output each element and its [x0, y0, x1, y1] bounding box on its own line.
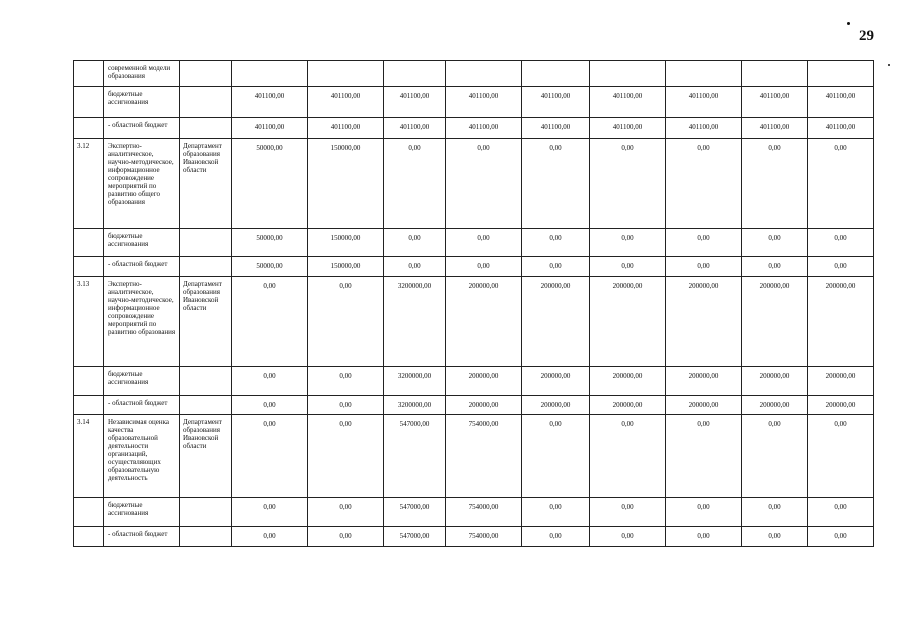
value-cell: 200000,00: [590, 277, 666, 367]
value-cell: 0,00: [308, 396, 384, 415]
value-cell: 0,00: [808, 229, 874, 257]
table-row: [74, 415, 874, 498]
row-executor: Департамент образования Ивановской области: [180, 277, 232, 367]
value-cell: 0,00: [590, 257, 666, 277]
value-cell: 401100,00: [590, 118, 666, 139]
row-name: бюджетные ассигнования: [104, 87, 180, 118]
value-cell: [590, 61, 666, 87]
value-cell: 0,00: [742, 415, 808, 498]
row-index: [74, 61, 104, 87]
value-cell: 200000,00: [808, 277, 874, 367]
value-cell: 200000,00: [666, 367, 742, 396]
value-cell: 0,00: [446, 257, 522, 277]
table-row: [74, 498, 874, 527]
value-cell: 200000,00: [666, 396, 742, 415]
value-cell: 200000,00: [446, 277, 522, 367]
value-cell: 0,00: [446, 229, 522, 257]
row-executor: [180, 367, 232, 396]
value-cell: [308, 61, 384, 87]
value-cell: 0,00: [742, 139, 808, 229]
value-cell: 401100,00: [808, 87, 874, 118]
table-row: [74, 367, 874, 396]
value-cell: 200000,00: [808, 367, 874, 396]
value-cell: 150000,00: [308, 257, 384, 277]
table-row: [74, 139, 874, 229]
value-cell: 0,00: [590, 498, 666, 527]
value-cell: 0,00: [308, 277, 384, 367]
row-executor: [180, 87, 232, 118]
row-executor: [180, 118, 232, 139]
row-name: Независимая оценка качества образовательной деятельности организаций, осуществляющих образовательную деятельность: [104, 415, 180, 498]
value-cell: 0,00: [522, 498, 590, 527]
value-cell: 0,00: [742, 229, 808, 257]
row-index: [74, 229, 104, 257]
value-cell: 150000,00: [308, 229, 384, 257]
value-cell: 0,00: [590, 229, 666, 257]
value-cell: 3200000,00: [384, 277, 446, 367]
value-cell: 200000,00: [742, 277, 808, 367]
value-cell: 0,00: [666, 527, 742, 547]
value-cell: 50000,00: [232, 257, 308, 277]
value-cell: 754000,00: [446, 527, 522, 547]
row-executor: [180, 61, 232, 87]
table-row: [74, 229, 874, 257]
value-cell: [446, 61, 522, 87]
value-cell: 0,00: [384, 229, 446, 257]
value-cell: 200000,00: [590, 367, 666, 396]
row-name: - областной бюджет: [104, 257, 180, 277]
row-index: 3.14: [74, 415, 104, 498]
value-cell: 547000,00: [384, 527, 446, 547]
value-cell: [808, 61, 874, 87]
value-cell: 50000,00: [232, 229, 308, 257]
table-row: [74, 396, 874, 415]
value-cell: 0,00: [522, 527, 590, 547]
value-cell: 0,00: [232, 396, 308, 415]
value-cell: 0,00: [384, 257, 446, 277]
value-cell: 754000,00: [446, 415, 522, 498]
value-cell: 200000,00: [742, 396, 808, 415]
value-cell: 0,00: [308, 527, 384, 547]
value-cell: 0,00: [742, 527, 808, 547]
value-cell: 0,00: [808, 415, 874, 498]
value-cell: [384, 61, 446, 87]
table-row: [74, 118, 874, 139]
value-cell: 200000,00: [590, 396, 666, 415]
value-cell: 401100,00: [742, 87, 808, 118]
value-cell: 0,00: [232, 527, 308, 547]
value-cell: 0,00: [666, 415, 742, 498]
value-cell: 200000,00: [522, 367, 590, 396]
row-index: [74, 87, 104, 118]
row-index: [74, 367, 104, 396]
row-executor: [180, 527, 232, 547]
value-cell: 0,00: [522, 139, 590, 229]
value-cell: 0,00: [232, 415, 308, 498]
row-index: [74, 527, 104, 547]
value-cell: 0,00: [232, 277, 308, 367]
value-cell: 401100,00: [666, 118, 742, 139]
value-cell: 0,00: [522, 229, 590, 257]
row-executor: Департамент образования Ивановской области: [180, 139, 232, 229]
value-cell: 0,00: [742, 257, 808, 277]
row-name: Экспертно-аналитическое, научно-методическое, информационное сопровождение мероприятий по развитию образования: [104, 277, 180, 367]
value-cell: [522, 61, 590, 87]
row-index: [74, 396, 104, 415]
row-executor: [180, 498, 232, 527]
value-cell: 200000,00: [742, 367, 808, 396]
value-cell: 401100,00: [808, 118, 874, 139]
value-cell: 200000,00: [446, 367, 522, 396]
row-executor: Департамент образования Ивановской области: [180, 415, 232, 498]
value-cell: 0,00: [232, 367, 308, 396]
value-cell: 200000,00: [522, 277, 590, 367]
page-number: 29: [859, 28, 874, 44]
value-cell: 200000,00: [522, 396, 590, 415]
value-cell: 0,00: [308, 415, 384, 498]
row-index: [74, 498, 104, 527]
table-row: [74, 257, 874, 277]
value-cell: 0,00: [308, 367, 384, 396]
row-name: - областной бюджет: [104, 527, 180, 547]
row-executor: [180, 229, 232, 257]
row-name: Экспертно-аналитическое, научно-методическое, информационное сопровождение мероприятий по развитию общего образования: [104, 139, 180, 229]
value-cell: 401100,00: [522, 118, 590, 139]
value-cell: 401100,00: [308, 87, 384, 118]
row-name: бюджетные ассигнования: [104, 367, 180, 396]
value-cell: 50000,00: [232, 139, 308, 229]
value-cell: 401100,00: [666, 87, 742, 118]
value-cell: 547000,00: [384, 498, 446, 527]
value-cell: 401100,00: [446, 118, 522, 139]
value-cell: 3200000,00: [384, 367, 446, 396]
value-cell: 401100,00: [590, 87, 666, 118]
table-row: [74, 87, 874, 118]
value-cell: 0,00: [446, 139, 522, 229]
value-cell: 401100,00: [384, 118, 446, 139]
value-cell: 0,00: [308, 498, 384, 527]
value-cell: 0,00: [232, 498, 308, 527]
value-cell: 0,00: [590, 415, 666, 498]
value-cell: 200000,00: [808, 396, 874, 415]
value-cell: 0,00: [590, 527, 666, 547]
speck-mark: [847, 22, 850, 25]
value-cell: 401100,00: [384, 87, 446, 118]
row-executor: [180, 396, 232, 415]
value-cell: 0,00: [666, 257, 742, 277]
value-cell: 401100,00: [742, 118, 808, 139]
value-cell: 0,00: [808, 139, 874, 229]
value-cell: 0,00: [666, 498, 742, 527]
value-cell: 0,00: [666, 139, 742, 229]
table-row: [74, 527, 874, 547]
value-cell: 401100,00: [232, 87, 308, 118]
value-cell: 200000,00: [666, 277, 742, 367]
speck-mark: [888, 64, 890, 66]
row-index: 3.13: [74, 277, 104, 367]
value-cell: 0,00: [808, 498, 874, 527]
value-cell: 401100,00: [446, 87, 522, 118]
value-cell: 401100,00: [522, 87, 590, 118]
table-row: [74, 277, 874, 367]
row-index: 3.12: [74, 139, 104, 229]
value-cell: 0,00: [808, 527, 874, 547]
row-name: - областной бюджет: [104, 118, 180, 139]
row-name: - областной бюджет: [104, 396, 180, 415]
value-cell: 401100,00: [308, 118, 384, 139]
value-cell: 547000,00: [384, 415, 446, 498]
row-executor: [180, 257, 232, 277]
row-index: [74, 257, 104, 277]
value-cell: [742, 61, 808, 87]
value-cell: 150000,00: [308, 139, 384, 229]
value-cell: [232, 61, 308, 87]
value-cell: 3200000,00: [384, 396, 446, 415]
value-cell: 0,00: [666, 229, 742, 257]
table-row: [74, 61, 874, 87]
row-index: [74, 118, 104, 139]
value-cell: 0,00: [742, 498, 808, 527]
row-name: современной модели образования: [104, 61, 180, 87]
value-cell: 0,00: [590, 139, 666, 229]
value-cell: 401100,00: [232, 118, 308, 139]
value-cell: 0,00: [522, 415, 590, 498]
budget-table: [73, 60, 874, 547]
value-cell: [666, 61, 742, 87]
value-cell: 0,00: [384, 139, 446, 229]
row-name: бюджетные ассигнования: [104, 229, 180, 257]
table-body: [74, 61, 874, 547]
value-cell: 200000,00: [446, 396, 522, 415]
value-cell: 0,00: [808, 257, 874, 277]
value-cell: 754000,00: [446, 498, 522, 527]
value-cell: 0,00: [522, 257, 590, 277]
row-name: бюджетные ассигнования: [104, 498, 180, 527]
